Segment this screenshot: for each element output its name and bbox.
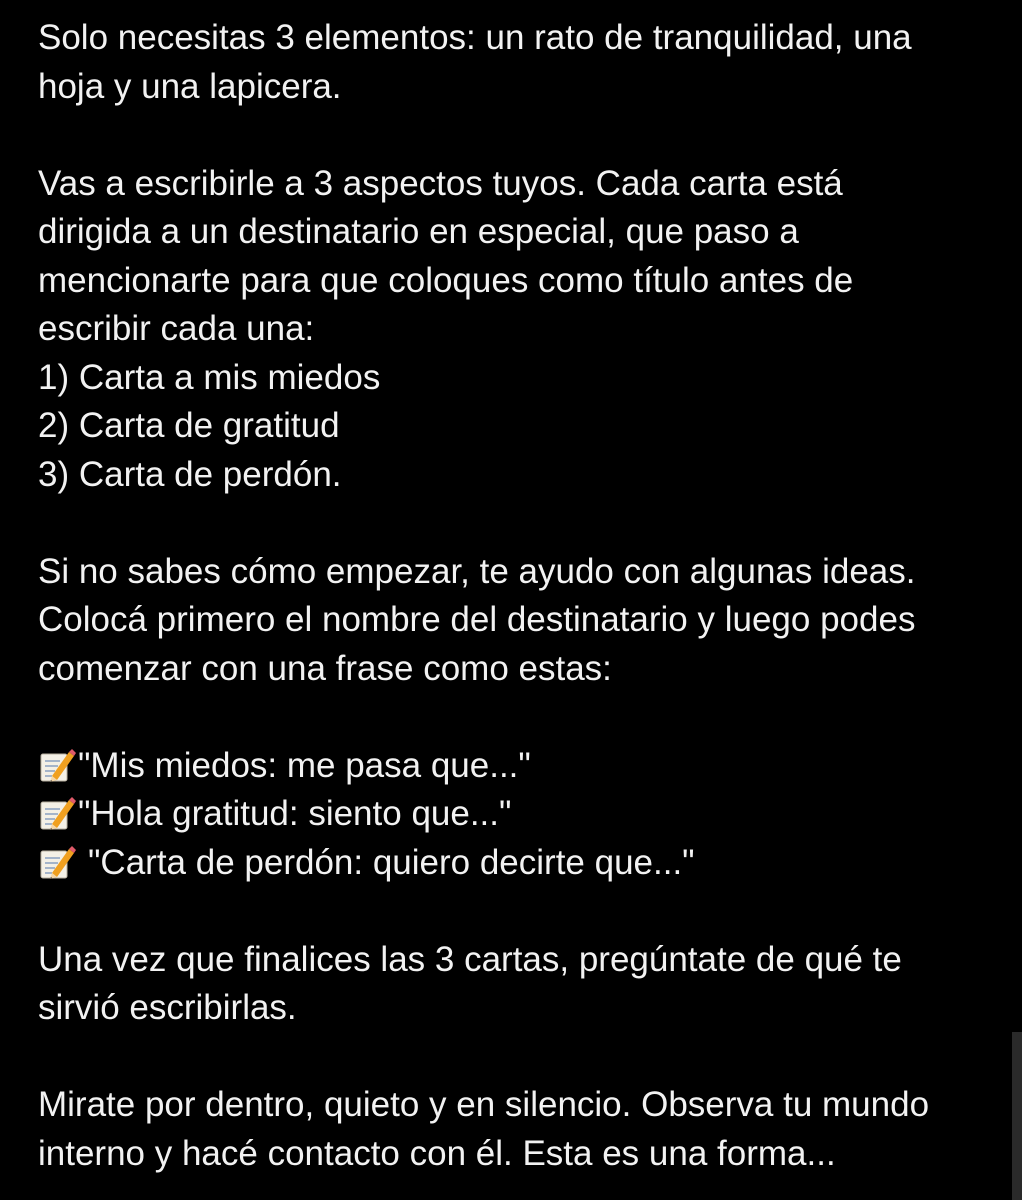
- text-line: Vas a escribirle a 3 aspectos tuyos. Cada carta está: [38, 163, 843, 203]
- text-line: interno y hacé contacto con él. Esta es una forma...: [38, 1133, 836, 1173]
- memo-icon: [38, 748, 76, 784]
- text-line: dirigida a un destinatario en especial, que paso a: [38, 212, 799, 251]
- text-line: Colocá primero el nombre del destinatario y luego podes: [38, 600, 916, 639]
- paragraph-gap: [38, 887, 998, 936]
- text-line: hoja y una lapicera.: [38, 66, 342, 106]
- paragraph-gap: [38, 693, 998, 742]
- text-line: comenzar con una frase como estas:: [38, 648, 612, 688]
- text-line: Una vez que finalices las 3 cartas, pregúntate de qué te: [38, 939, 902, 979]
- example-text: "Mis miedos: me pasa que...": [78, 745, 531, 785]
- text-line: Solo necesitas 3 elementos: un rato de tranquilidad, una: [38, 18, 912, 57]
- text-line: escribir cada una:: [38, 309, 315, 348]
- message-body: [38, 14, 998, 1178]
- text-line: Si no sabes cómo empezar, te ayudo con algunas ideas.: [38, 551, 916, 591]
- scrollbar-thumb[interactable]: [1012, 1032, 1022, 1200]
- example-line: [38, 839, 998, 888]
- memo-icon: [38, 796, 76, 832]
- example-text: "Carta de perdón: quiero decirte que...": [88, 842, 695, 882]
- paragraph-gap: [38, 111, 998, 160]
- list-item: 1) Carta a mis miedos: [38, 357, 381, 397]
- text-line: mencionarte para que coloques como título antes de: [38, 260, 854, 300]
- example-line: [38, 790, 998, 839]
- paragraph-gap: [38, 1033, 998, 1082]
- list-item: 3) Carta de perdón.: [38, 454, 342, 494]
- text-line: sirvió escribirlas.: [38, 988, 297, 1027]
- list-item: 2) Carta de gratitud: [38, 406, 340, 445]
- text-line: Mirate por dentro, quieto y en silencio. Observa tu mundo: [38, 1085, 930, 1124]
- example-line: [38, 742, 998, 791]
- memo-icon: [38, 845, 76, 881]
- paragraph-gap: [38, 499, 998, 548]
- example-text: "Hola gratitud: siento que...": [78, 794, 512, 833]
